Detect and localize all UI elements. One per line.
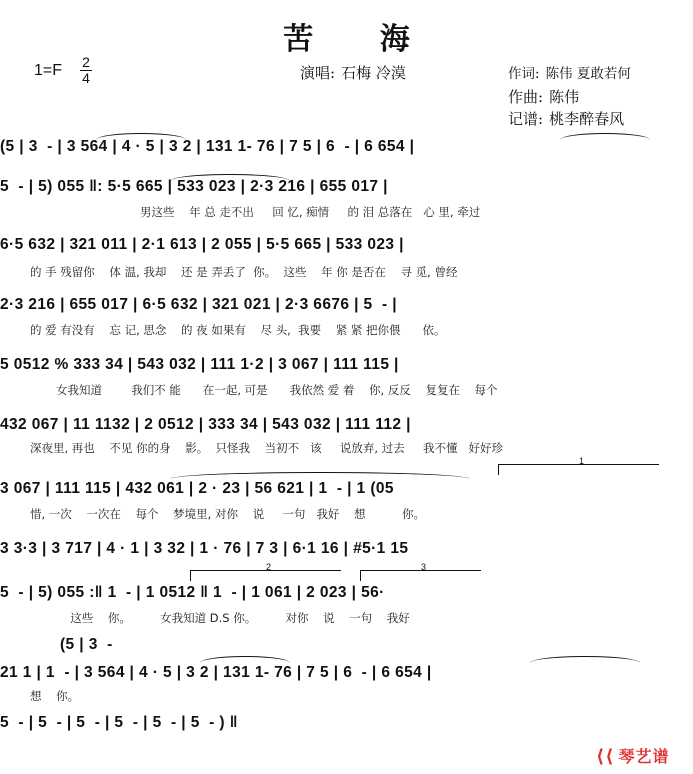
score-notes-line-4: 2·3 216 | 655 017 | 6·5 632 | 321 021 | 2·3 6676 | 5 - | bbox=[0, 296, 397, 313]
singer-name: 石梅 冷漠 bbox=[341, 64, 406, 82]
score-lyrics-line-2: 男这些 年 总 走不出 回 忆, 痴情 的 泪 总落在 心 里, 牵过 bbox=[140, 205, 481, 219]
site-logo bbox=[596, 744, 669, 767]
singer-label: 演唱: bbox=[300, 64, 336, 82]
score-notes-line-1: (5 | 3 - | 3 564 | 4 · 5 | 3 2 | 131 1- 76 | 7 5 | 6 - | 6 654 | bbox=[0, 138, 415, 155]
volta-bracket-1 bbox=[498, 456, 659, 475]
transcriber-credit bbox=[508, 108, 624, 129]
volta-bracket-3 bbox=[360, 562, 481, 581]
score-notes-line-9: 5 - | 5) 055 :‖ 1 - | 1 0512 ‖ 1 - | 1 061 | 2 023 | 56· bbox=[0, 584, 385, 601]
score-notes-line-5: 5 0512 % 333 34 | 543 032 | 111 1·2 | 3 067 | 111 115 | bbox=[0, 356, 399, 373]
score-lyrics-line-3: 的 手 残留你 体 温, 我却 还 是 弄丢了 你。 这些 年 你 是否在 寻 觅, 曾经 bbox=[30, 265, 458, 279]
score-lyrics-line-11: 想 你。 bbox=[30, 689, 80, 703]
transcriber-label: 记谱: bbox=[508, 110, 544, 128]
composer-label: 作曲: bbox=[508, 88, 544, 106]
score-notes-line-2: 5 - | 5) 055 ‖: 5·5 665 | 533 023 | 2·3 216 | 655 017 | bbox=[0, 178, 388, 195]
volta-number-3: 3 bbox=[421, 562, 427, 572]
composer-credit bbox=[508, 86, 579, 107]
key-signature: 1=F bbox=[34, 62, 63, 79]
slur-mark bbox=[560, 133, 650, 140]
time-signature-bottom: 4 bbox=[82, 70, 90, 86]
score-notes-line-10: (5 | 3 - bbox=[60, 636, 113, 653]
logo-mark-icon: ⟨⟨ bbox=[596, 746, 615, 767]
score-lyrics-line-7: 惜, 一次 一次在 每个 梦境里, 对你 说 一句 我好 想 你。 bbox=[30, 507, 426, 521]
singer-credit bbox=[300, 62, 406, 83]
logo-text: 琴艺谱 bbox=[618, 747, 670, 766]
transcriber-name: 桃李醉春风 bbox=[549, 110, 625, 128]
song-title: 苦 海 bbox=[283, 22, 438, 57]
composer-name: 陈伟 bbox=[549, 88, 580, 106]
slur-mark bbox=[170, 174, 290, 181]
score-lyrics-line-9: 这些 你。 女我知道 D.S 你。 对你 说 一句 我好 bbox=[30, 611, 410, 625]
lyricist-credit bbox=[508, 62, 631, 82]
slur-mark bbox=[530, 656, 640, 663]
score-notes-line-6: 432 067 | 11 1132 | 2 0512 | 333 34 | 543 032 | 111 112 | bbox=[0, 416, 411, 433]
lyricist-label: 作词: bbox=[508, 66, 540, 82]
score-lyrics-line-5: 女我知道 我们不 能 在一起, 可是 我依然 爱 着 你, 反反 复复在 每个 bbox=[56, 383, 498, 397]
volta-number-2: 2 bbox=[266, 562, 272, 572]
slur-mark bbox=[200, 656, 290, 663]
lyricist-name: 陈伟 夏敢若何 bbox=[545, 66, 631, 82]
score-notes-line-7: 3 067 | 111 115 | 432 061 | 2 · 23 | 56 621 | 1 - | 1 (05 bbox=[0, 480, 394, 497]
score-lyrics-line-6: 深夜里, 再也 不见 你的身 影。 只怪我 当初不 该 说放弃, 过去 我不懂 好好珍 bbox=[30, 441, 503, 455]
score-lyrics-line-4: 的 爱 有没有 忘 记, 思念 的 夜 如果有 尽 头, 我要 紧 紧 把你偎 依。 bbox=[30, 323, 446, 337]
time-signature-top: 2 bbox=[82, 54, 90, 70]
score-notes-line-3: 6·5 632 | 321 011 | 2·1 613 | 2 055 | 5·5 665 | 533 023 | bbox=[0, 236, 404, 253]
score-notes-line-8: 3 3·3 | 3 717 | 4 · 1 | 3 32 | 1 · 76 | 7 3 | 6·1 16 | #5·1 15 bbox=[0, 540, 409, 557]
score-notes-line-11: 21 1 | 1 - | 3 564 | 4 · 5 | 3 2 | 131 1- 76 | 7 5 | 6 - | 6 654 | bbox=[0, 664, 432, 681]
volta-bracket-2 bbox=[190, 562, 341, 581]
slur-mark bbox=[96, 133, 186, 140]
time-signature bbox=[80, 56, 92, 85]
score-notes-line-12: 5 - | 5 - | 5 - | 5 - | 5 - | 5 - ) ‖ bbox=[0, 714, 238, 731]
slur-mark bbox=[170, 472, 470, 479]
volta-number-1: 1 bbox=[579, 456, 585, 466]
